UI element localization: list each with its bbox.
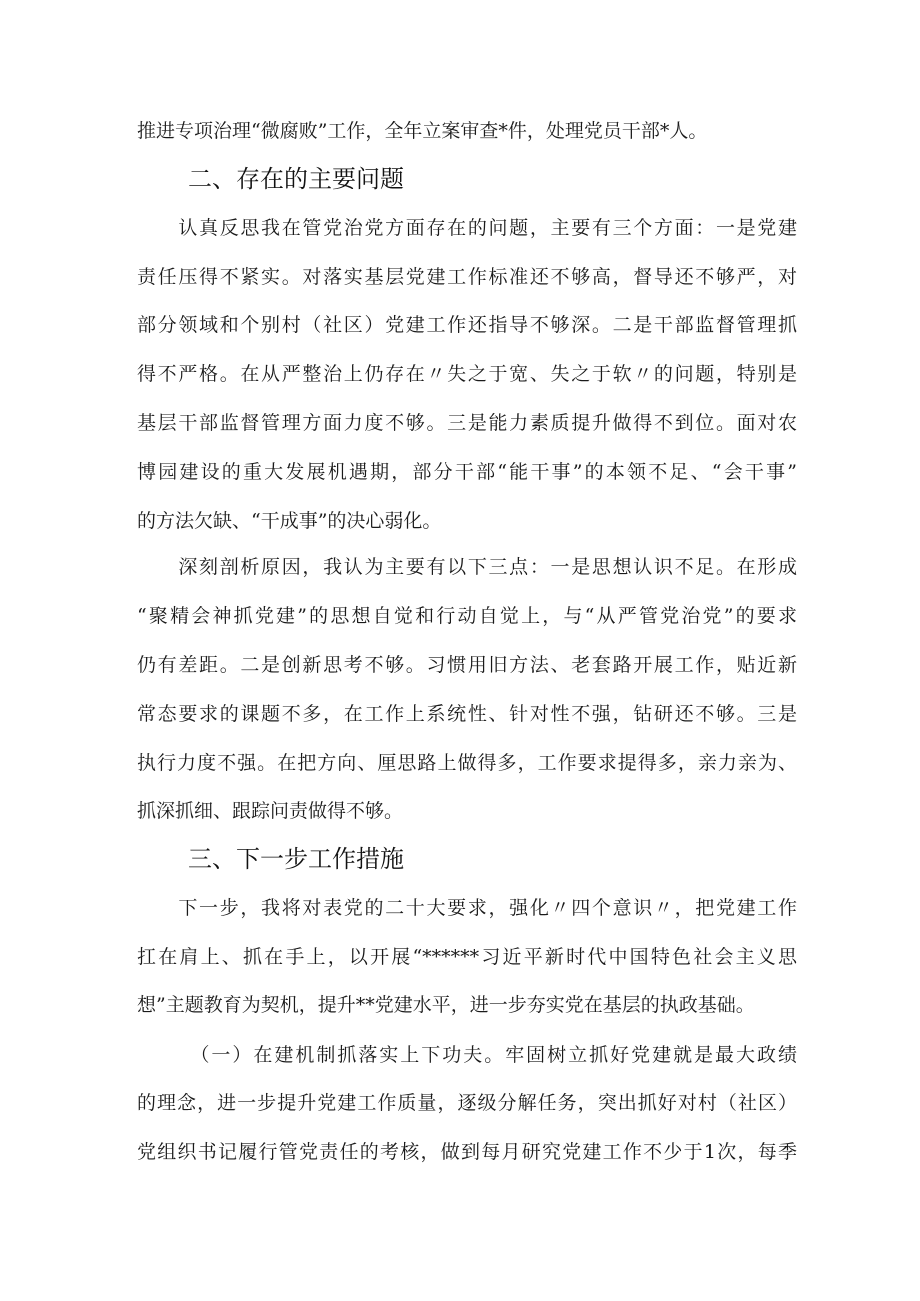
section-2-para-1-line: 认真反思我在管党治党方面存在的问题，主要有三个方面：一是党建 (137, 217, 797, 239)
section-3-para-1-line: 下一步，我将对表党的二十大要求，强化〃四个意识〃，把党建工作 (137, 897, 797, 919)
section-2-para-1-line: 部分领域和个别村（社区）党建工作还指导不够深。二是干部监督管理抓 (137, 314, 797, 336)
section-3-para-2-line: （一）在建机制抓落实上下功夫。牢固树立抓好党建就是最大政绩 (137, 1044, 797, 1066)
section-2-para-2-line: 执行力度不强。在把方向、厘思路上做得多，工作要求提得多，亲力亲为、 (137, 752, 797, 774)
section-2-heading: 二、存在的主要问题 (188, 165, 404, 193)
section-2-para-2-line: 常态要求的课题不多，在工作上系统性、针对性不强，钻研还不够。三是 (137, 703, 797, 725)
section-2-para-1-line: 博园建设的重大发展机遇期，部分干部“能干事”的本领不足、“会干事” (137, 461, 797, 483)
section-2-para-2-line: 深刻剖析原因，我认为主要有以下三点：一是思想认识不足。在形成 (137, 556, 797, 578)
section-3-para-2-line: 党组织书记履行管党责任的考核，做到每月研究党建工作不少于1次，每季 (137, 1141, 797, 1163)
section-2-para-1-line: 基层干部监督管理方面力度不够。三是能力素质提升做得不到位。面对农 (137, 412, 797, 434)
section-2-para-2-line: 仍有差距。二是创新思考不够。习惯用旧方法、老套路开展工作，贴近新 (137, 654, 797, 676)
section-2-para-1-line: 得不严格。在从严整治上仍存在〃失之于宽、失之于软〃的问题，特别是 (137, 363, 797, 385)
section-2-para-2-line: “聚精会神抓党建”的思想自觉和行动自觉上，与“从严管党治党”的要求 (137, 605, 797, 627)
section-2-para-1-line: 责任压得不紧实。对落实基层党建工作标准还不够高，督导还不够严，对 (137, 266, 797, 288)
section-2-para-2-line: 抓深抓细、跟踪问责做得不够。 (137, 800, 404, 822)
section-2-para-1-line: 的方法欠缺、“干成事”的决心弱化。 (137, 510, 442, 532)
intro-line: 推进专项治理“微腐败”工作，全年立案审查*件，处理党员干部*人。 (137, 120, 708, 142)
section-3-para-1-line: 想”主题教育为契机，提升**党建水平，进一步夯实党在基层的执政基础。 (137, 994, 755, 1016)
section-3-para-1-line: 扛在肩上、抓在手上，以开展“******习近平新时代中国特色社会主义思 (137, 946, 797, 968)
section-3-heading: 三、下一步工作措施 (188, 845, 404, 873)
section-3-para-2-line: 的理念，进一步提升党建工作质量，逐级分解任务，突出抓好对村（社区） (137, 1092, 797, 1114)
